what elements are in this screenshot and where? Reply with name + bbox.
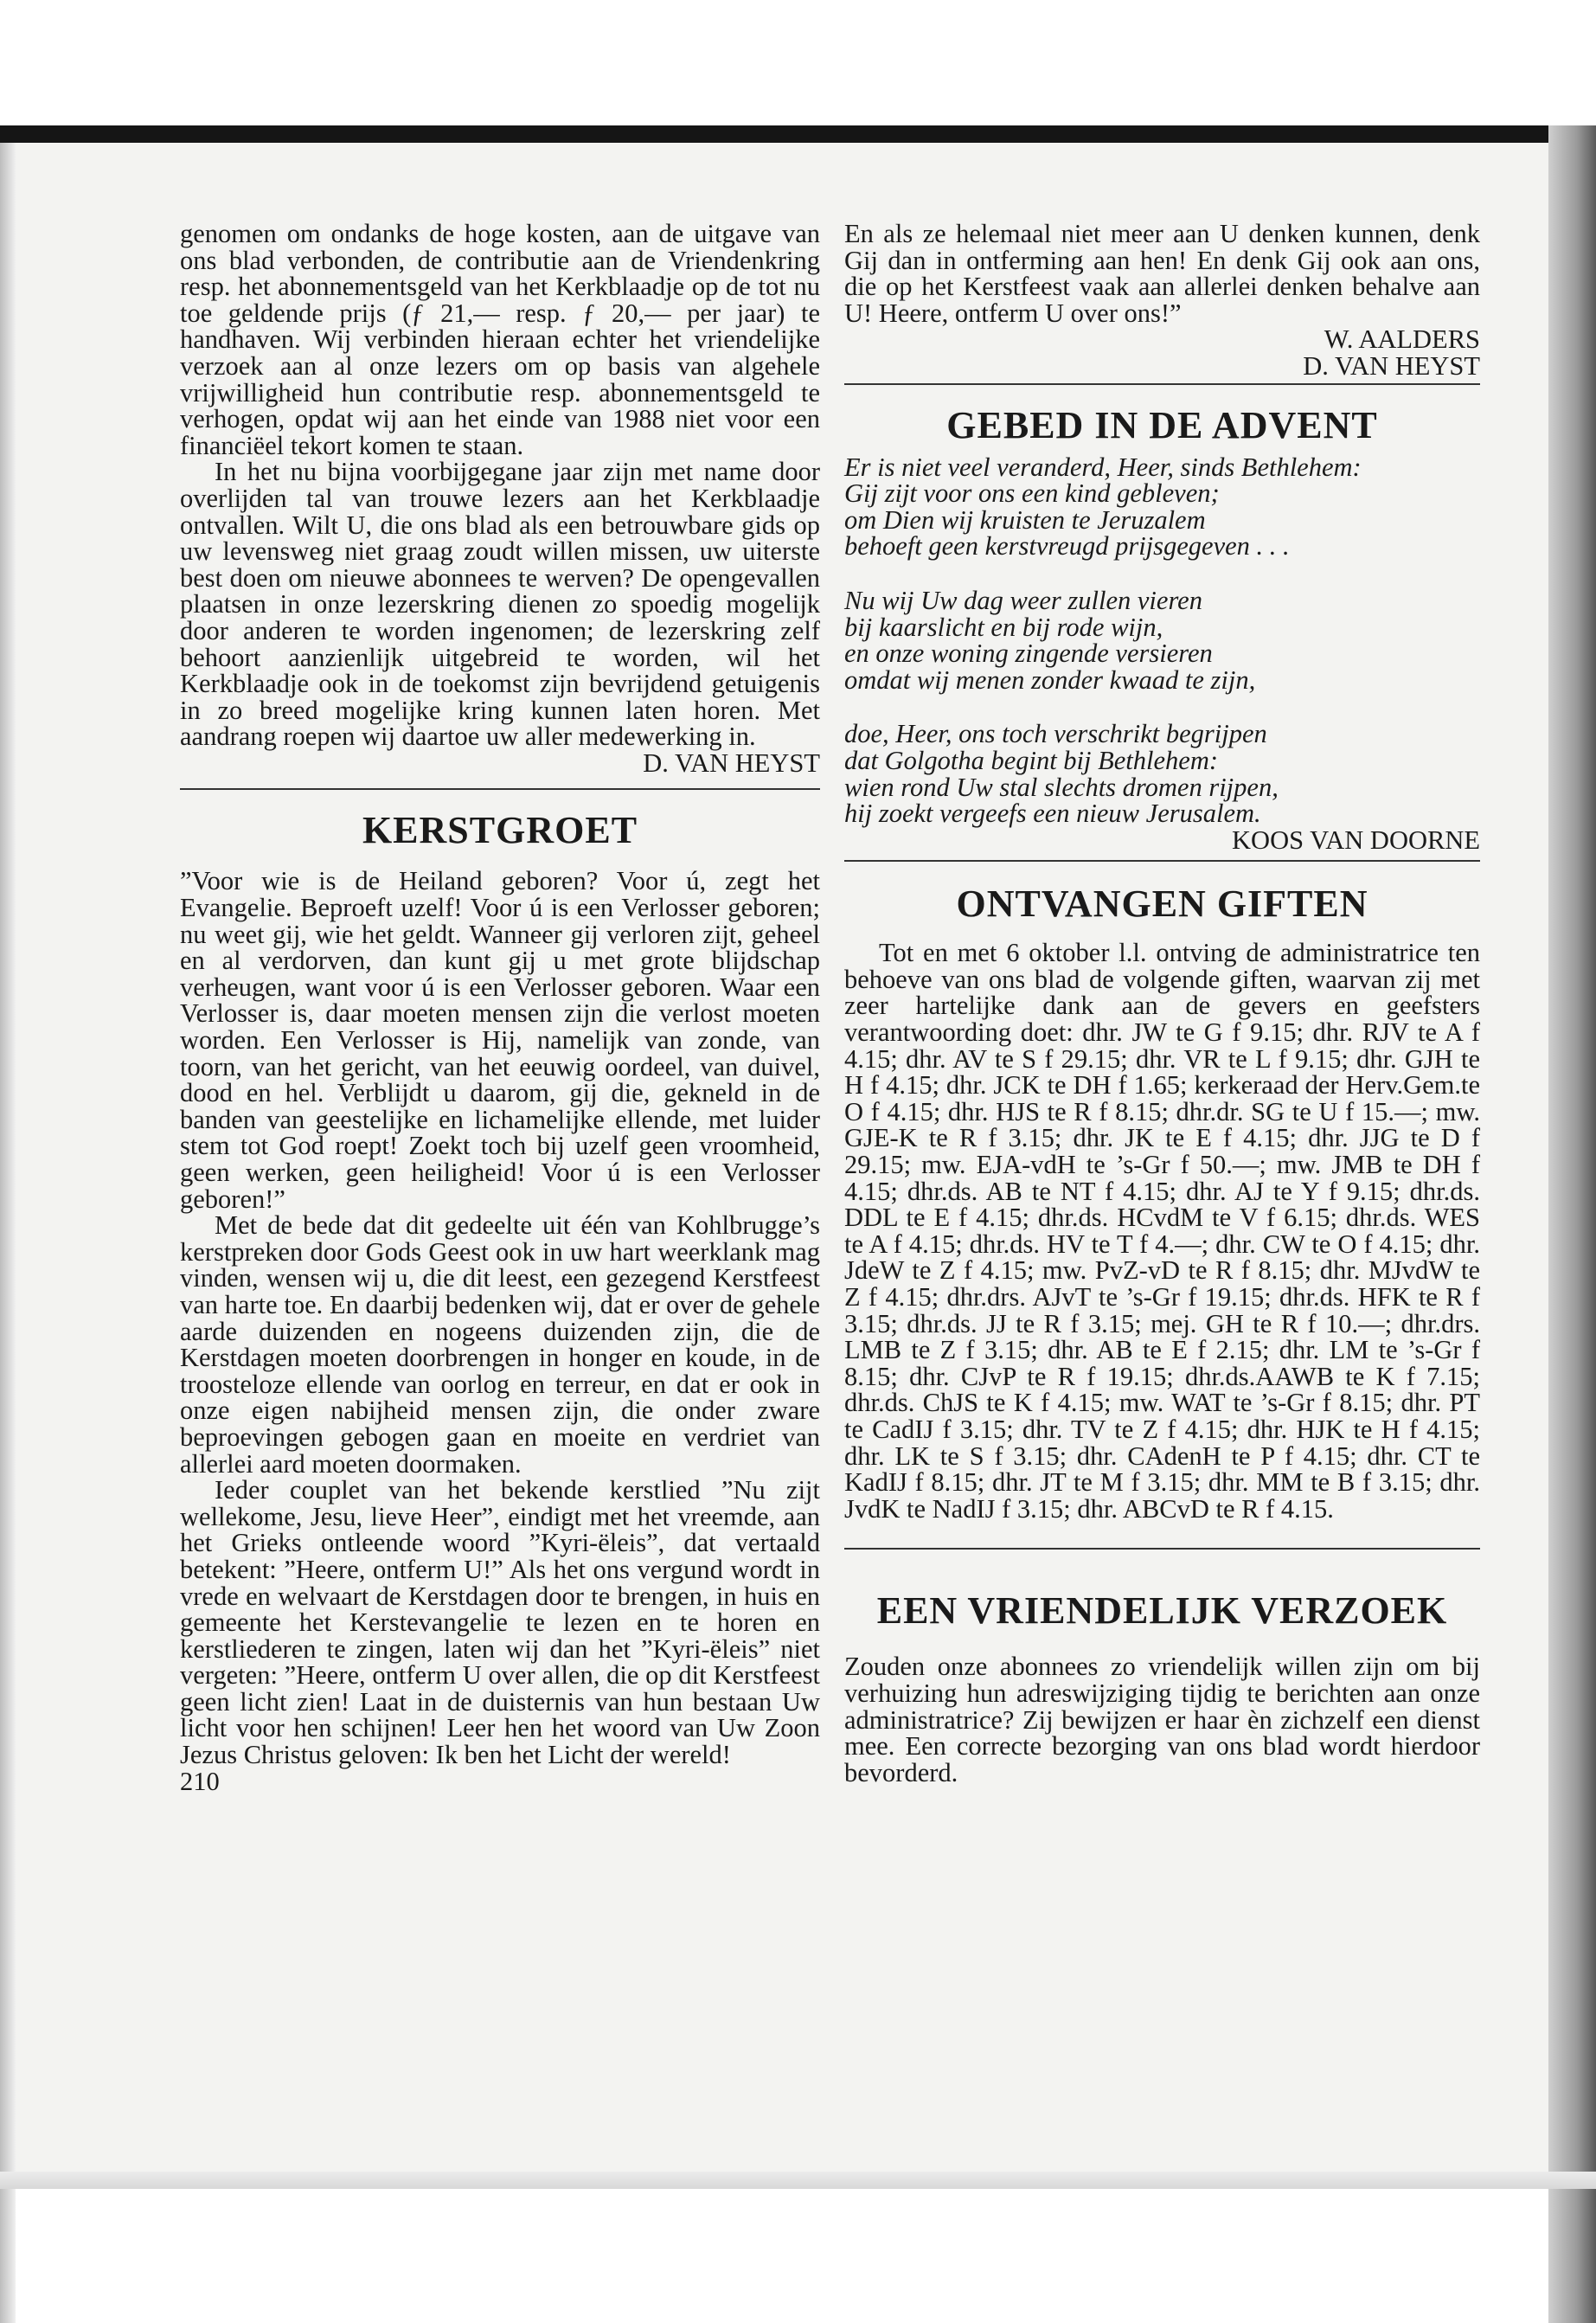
continued-paragraph: genomen om ondanks de hoge kosten, aan de uitgave van ons blad verbonden, de contributie aan de Vriendenkring resp. het abonnementsgeld van het Kerkblaadje op de tot nu toe geldende prijs (ƒ 21,— resp. ƒ 20,— per jaar) te handhaven. Wij verbinden hieraan echter het vriendelijke verzoek aan al onze lezers om op basis van algehele vrijwilligheid hun contributie resp. abonnementsgeld te verhogen, opdat wij aan het einde van 1988 niet voor een financiëel tekort komen te staan. bbox=[180, 219, 820, 460]
scan-top-edge bbox=[0, 125, 1596, 143]
paragraph: In het nu bijna voorbijgegane jaar zijn met name door overlijden tal van trouwe lezers aan het Kerkblaadje ontvallen. Wilt U, die ons blad als een betrouwbare gids op uw levensweg niet graag zoudt willen missen, uw uiterste best doen om nieuwe abonnees te werven? De opengevallen plaatsen in onze lezerskring dienen zo spoedig mogelijk door anderen te worden ingenomen; de lezerskring zelf behoort aanzienlijk uitgebreid te worden, wil het Kerkblaadje ook in de toekomst zijn bevrijdend getuigenis in zo breed mogelijke kring kunnen laten horen. Met aandrang roepen wij daartoe uw aller medewerking in. bbox=[180, 457, 820, 752]
poem-line: behoeft geen kerstvreugd prijsgegeven . . . bbox=[844, 531, 1290, 561]
section-divider bbox=[844, 1548, 1480, 1550]
kerstgroet-paragraph: Met de bede dat dit gedeelte uit één van Kohlbrugge’s kerstpreken door Gods Geest ook in uw hart weerklank mag vinden, wensen wij u, die dit leest, een gezegend Kerstfeest van harte toe. En daarbij bedenken wij, dat er over de gehele aarde duizenden en nogeens duizenden zijn, die de Kerstdagen moeten doorbrengen in honger en koude, in de troosteloze ellende van oorlog en terreur, en dat er ook in onze eigen nabijheid mensen zijn, die onder zware beproevingen gebogen gaan en moeite en verdriet van allerlei aard moeten doormaken. bbox=[180, 1210, 820, 1479]
poem-line: omdat wij menen zonder kwaad te zijn, bbox=[844, 664, 1256, 695]
section-divider bbox=[844, 383, 1480, 385]
signature: W. AALDERS bbox=[1324, 324, 1480, 355]
scan-left-edge bbox=[0, 143, 16, 2323]
poem bbox=[844, 454, 1480, 827]
poem-stanza bbox=[844, 719, 1480, 829]
right-column bbox=[844, 221, 1480, 1786]
section-title-kerstgroet: KERSTGROET bbox=[362, 809, 638, 852]
continued-paragraph: En als ze helemaal niet meer aan U denken kunnen, denk Gij dan in ontferming aan hen! En denk Gij ook aan ons, die op het Kerstfeest vaak aan allerlei denken behalve aan U! Heere, ontferm U over ons!” bbox=[844, 219, 1480, 328]
scan-right-edge bbox=[1548, 125, 1596, 2323]
section-divider bbox=[844, 860, 1480, 862]
poem-line: hij zoekt vergeefs een nieuw Jerusalem. bbox=[844, 799, 1261, 829]
page-number: 210 bbox=[180, 1766, 220, 1796]
poem-author: KOOS VAN DOORNE bbox=[1232, 825, 1480, 855]
poem-line: Er is niet veel veranderd, Heer, sinds Bethlehem: bbox=[844, 452, 1362, 482]
poem-line: doe, Heer, ons toch verschrikt begrijpen bbox=[844, 719, 1267, 749]
poem-line: en onze woning zingende versieren bbox=[844, 639, 1213, 669]
section-title-gebed: GEBED IN DE ADVENT bbox=[946, 403, 1378, 446]
poem-stanza bbox=[844, 454, 1480, 560]
poem-line: Nu wij Uw dag weer zullen vieren bbox=[844, 585, 1202, 615]
magazine-page bbox=[16, 143, 1548, 2172]
section-title-verzoek: EEN VRIENDELIJK VERZOEK bbox=[876, 1589, 1448, 1633]
giften-list: Tot en met 6 oktober l.l. ontving de administratrice ten behoeve van ons blad de volgende giften, waarvan zij met zeer hartelijke dank aan de gevers en geefsters verantwoording doet: dhr. JW te G f 9.15; dhr. RJV te A f 4.15; dhr. AV te S f 29.15; dhr. VR te L f 9.15; dhr. GJH te H f 4.15; dhr. JCK te DH f 1.65; kerkeraad der Herv.Gem.te O f 4.15; dhr. HJS te R f 8.15; dhr.dr. SG te U f 15.—; mw. GJE-K te R f 3.15; dhr. JK te E f 4.15; dhr. JJG te D f 29.15; mw. EJA-vdH te ’s-Gr f 50.—; mw. JMB te DH f 4.15; dhr.ds. AB te NT f 4.15; dhr. AJ te Y f 9.15; dhr.ds. DDL te E f 4.15; dhr.ds. HCvdM te V f 6.15; dhr.ds. WES te A f 4.15; dhr.ds. HV te T f 4.—; dhr. CW te O f 4.15; dhr. JdeW te Z f 4.15; mw. PvZ-vD te R f 8.15; dhr. MJvdW te Z f 4.15; dhr.drs. AJvT te ’s-Gr f 19.15; dhr.ds. HFK te R f 3.15; dhr.ds. JJ te R f 3.15; mej. GH te R f 10.—; dhr.drs. LMB te Z f 3.15; dhr. AB te E f 2.15; dhr. LM te ’s-Gr f 8.15; dhr. CJvP te R f 19.15; dhr.ds.AAWB te K f 7.15; dhr.ds. ChJS te K f 4.15; mw. WAT te ’s-Gr f 8.15; dhr. PT te CadIJ f 3.15; dhr. TV te Z f 4.15; dhr. HJK te H f 4.15; dhr. LK te S f 3.15; dhr. CAdenH te P f 4.15; dhr. CT te KadIJ f 8.15; dhr. JT te M f 3.15; dhr. MM te B f 3.15; dhr. JvdK te NadIJ f 3.15; dhr. ABCvD te R f 4.15. bbox=[844, 938, 1480, 1524]
signature: D. VAN HEYST bbox=[1303, 350, 1480, 381]
poem-line: dat Golgotha begint bij Bethlehem: bbox=[844, 745, 1219, 775]
poem-line: bij kaarslicht en bij rode wijn, bbox=[844, 612, 1163, 642]
scan-bottom-edge bbox=[0, 2172, 1596, 2189]
kerstgroet-quote: ”Voor wie is de Heiland geboren? Voor ú, zegt het Evangelie. Beproeft uzelf! Voor ú is een Verlosser geboren; nu weet gij, wie het geldt. Wanneer gij verloren zijt, geheel en al verdorven, dan kunt gij u met grote blijdschap verheugen, want voor ú is een Verlosser geboren. Waar een Verlosser is, daar moeten mensen zijn die verlost moeten worden. Een Verlosser is Hij, namelijk van zonde, van toorn, van het gericht, van het eeuwig oordeel, van duivel, dood en hel. Verblijdt u daarom, gij die, gekneld in de banden van geestelijke en lichamelijke ellende, met luider stem tot God roept! Zoekt toch bij uzelf geen vroomheid, geen werken, geen heiligheid! Voor ú is een Verlosser geboren!” bbox=[180, 866, 820, 1214]
kerstgroet-paragraph: Ieder couplet van het bekende kerstlied ”Nu zijt wellekome, Jesu, lieve Heer”, eindigt met het vreemde, aan het Grieks ontleende woord ”Kyri-ëleis”, dat vertaald betekent: ”Heere, ontferm U!” Als het ons vergund wordt in vrede en welvaart de Kerstdagen door te brengen, in huis en gemeente het Kerstevangelie te lezen en te horen en kerstliederen te zingen, laten wij dan het ”Kyri-ëleis” niet vergeten: ”Heere, ontferm U over allen, die op dit Kerstfeest geen licht zien! Laat in de duisternis van hun bestaan Uw licht voor hen schijnen! Leer hen het woord van Uw Zoon Jezus Christus geloven: Ik ben het Licht der wereld! bbox=[180, 1475, 820, 1770]
poem-line: wien rond Uw stal slechts dromen rijpen, bbox=[844, 772, 1279, 802]
poem-line: om Dien wij kruisten te Jeruzalem bbox=[844, 504, 1206, 535]
section-divider bbox=[180, 788, 820, 790]
poem-stanza bbox=[844, 587, 1480, 693]
poem-line: Gij zijt voor ons een kind gebleven; bbox=[844, 478, 1220, 509]
section-title-giften: ONTVANGEN GIFTEN bbox=[956, 882, 1368, 926]
left-column bbox=[180, 221, 820, 1794]
signature: D. VAN HEYST bbox=[643, 748, 820, 778]
verzoek-paragraph: Zouden onze abonnees zo vriendelijk willen zijn om bij verhuizing hun adreswijziging tijdig te berichten aan onze administratrice? Zij bewijzen er haar èn zichzelf een dienst mee. Een correcte bezorging van ons blad wordt hierdoor bevorderd. bbox=[844, 1652, 1480, 1787]
